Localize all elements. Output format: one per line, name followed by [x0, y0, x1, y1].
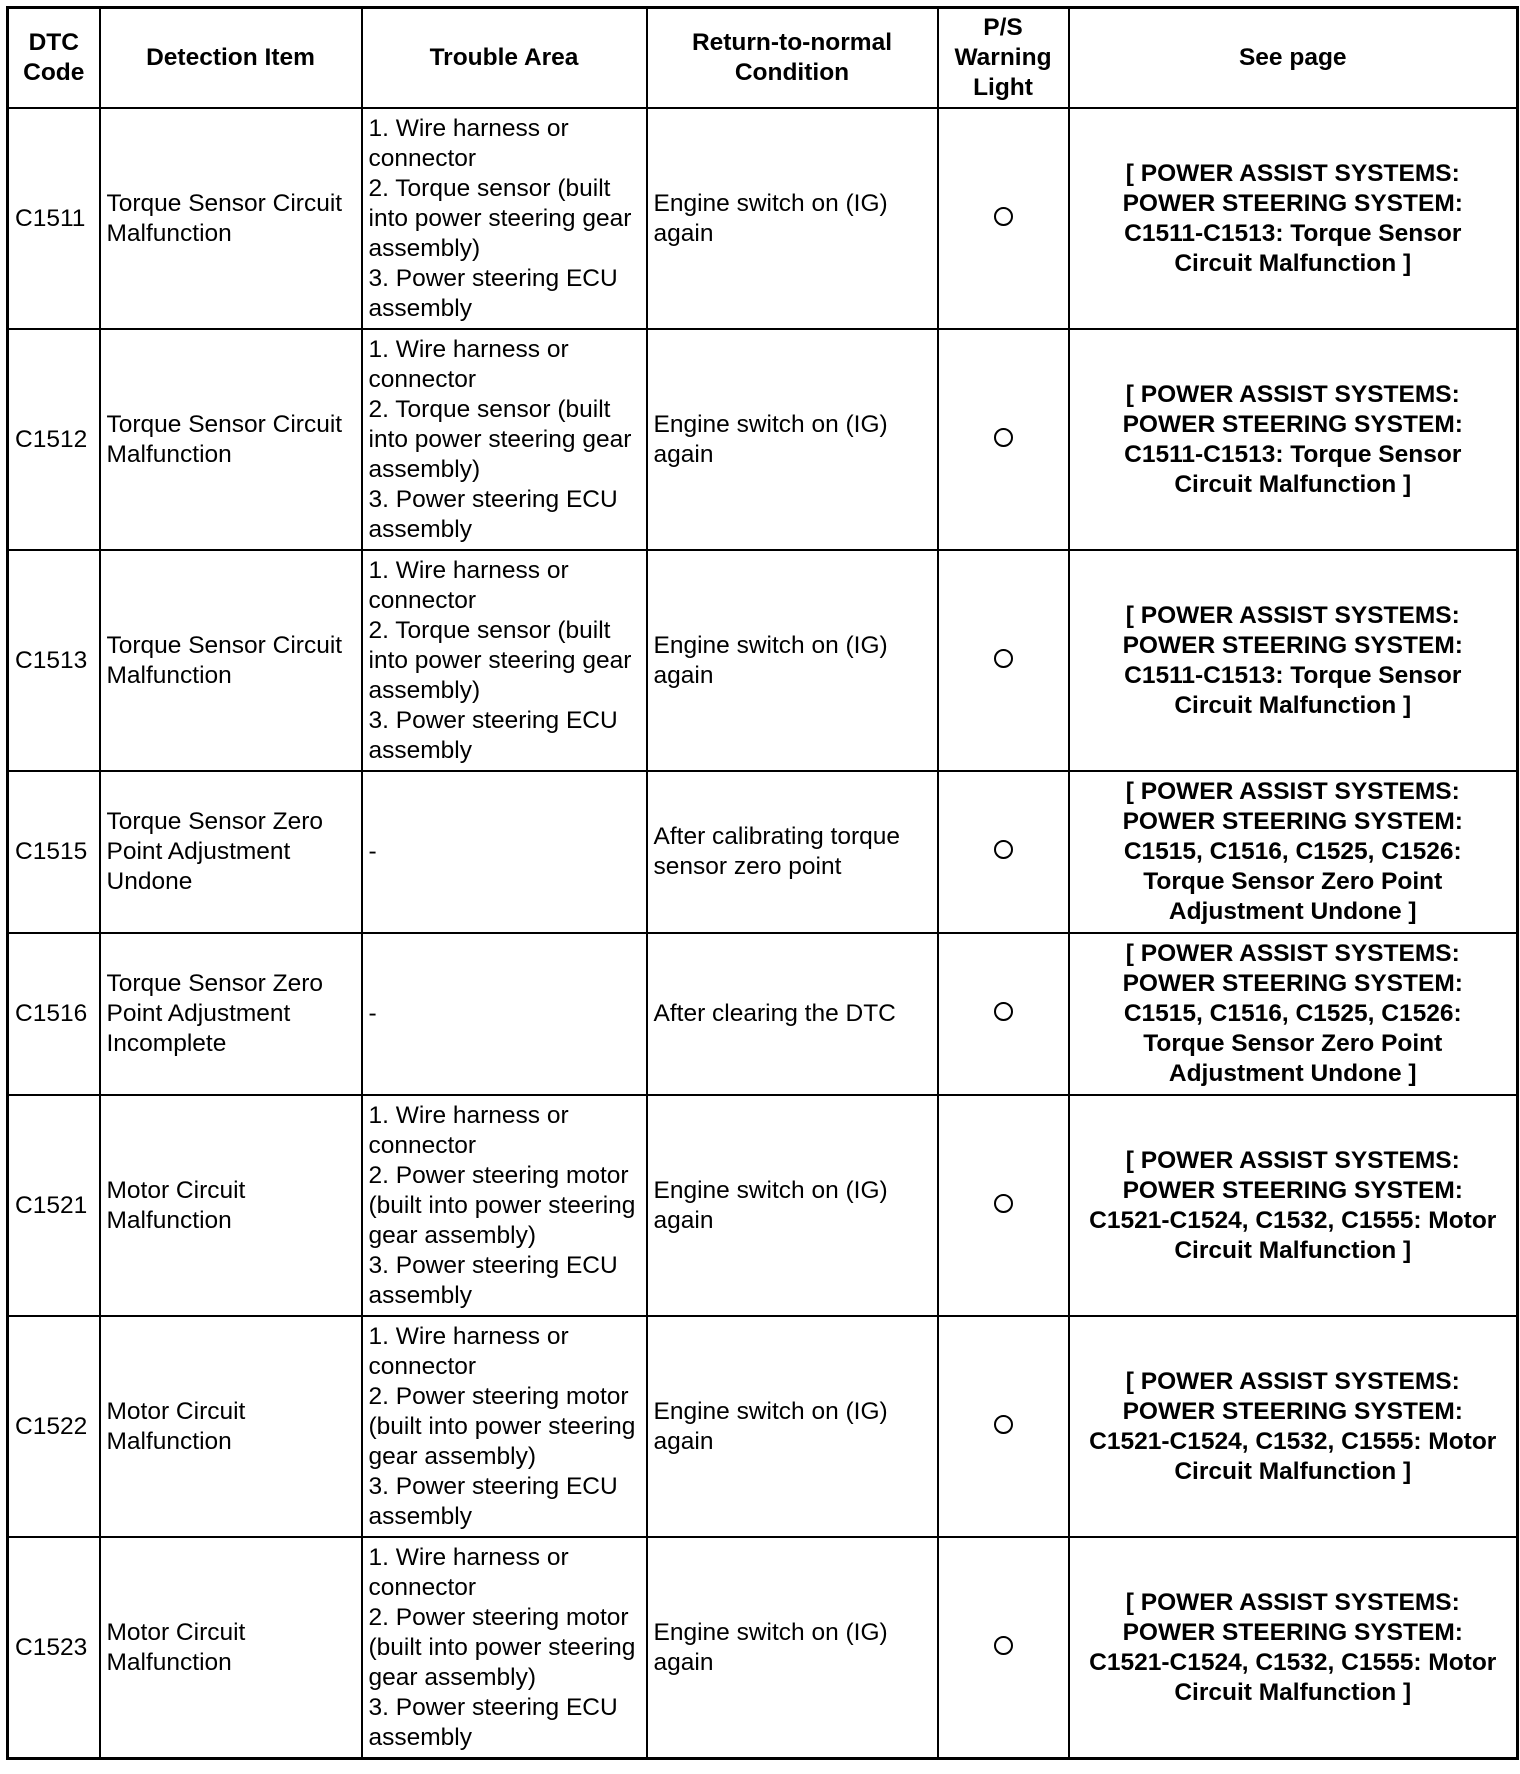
- dtc-code-cell: [8, 933, 100, 1095]
- see-page-text: [ POWER ASSIST SYSTEMS: POWER STEERING SYSTEM: C1511-C1513: Torque Sensor Circuit Malfunction ]: [1122, 380, 1463, 498]
- see-page-text: [ POWER ASSIST SYSTEMS: POWER STEERING SYSTEM: C1515, C1516, C1525, C1526: Torque Sensor Zero Point Adjustment Undone ]: [1122, 778, 1463, 925]
- dtc-code-cell: [8, 1537, 100, 1759]
- see-page-text: [ POWER ASSIST SYSTEMS: POWER STEERING SYSTEM: C1521-C1524, C1532, C1555: Motor Circuit Malfunction ]: [1089, 1146, 1497, 1264]
- dtc-code-text: C1511: [15, 204, 86, 232]
- detection-item-text: Torque Sensor Circuit Malfunction: [106, 410, 343, 468]
- detection-item-text: Torque Sensor Zero Point Adjustment Undone: [106, 808, 324, 895]
- trouble-area-cell: [362, 550, 647, 771]
- return-condition-text: After calibrating torque sensor zero point: [653, 823, 900, 880]
- detection-item-text: Motor Circuit Malfunction: [106, 1618, 246, 1676]
- trouble-area-cell: [362, 771, 647, 933]
- trouble-area-cell: [362, 1537, 647, 1759]
- trouble-area-cell: [362, 1095, 647, 1316]
- trouble-area-text: 1. Wire harness or connector 2. Power steering motor (built into power steering gear assembly) 3. Power steering ECU assembly: [368, 1322, 636, 1530]
- trouble-area-text: 1. Wire harness or connector 2. Torque sensor (built into power steering gear assembly) 3. Power steering ECU assembly: [368, 335, 632, 543]
- warning-light-on-icon: [994, 1415, 1013, 1434]
- see-page-text: [ POWER ASSIST SYSTEMS: POWER STEERING SYSTEM: C1511-C1513: Torque Sensor Circuit Malfunction ]: [1122, 601, 1463, 719]
- see-page-text: [ POWER ASSIST SYSTEMS: POWER STEERING SYSTEM: C1521-C1524, C1532, C1555: Motor Circuit Malfunction ]: [1089, 1367, 1497, 1485]
- detection-item-cell: [100, 1095, 362, 1316]
- dtc-code-text: C1512: [15, 425, 88, 453]
- return-condition-text: Engine switch on (IG) again: [653, 1397, 888, 1455]
- header-return-condition-text: Return-to-normal Condition: [691, 29, 893, 86]
- detection-item-cell: [100, 1537, 362, 1759]
- header-trouble-area: [362, 8, 647, 109]
- return-condition-text: Engine switch on (IG) again: [653, 1176, 888, 1234]
- warning-light-on-icon: [994, 428, 1013, 447]
- see-page-text: [ POWER ASSIST SYSTEMS: POWER STEERING SYSTEM: C1511-C1513: Torque Sensor Circuit Malfunction ]: [1122, 159, 1463, 277]
- header-see-page: [1069, 8, 1518, 109]
- see-page-text: [ POWER ASSIST SYSTEMS: POWER STEERING SYSTEM: C1521-C1524, C1532, C1555: Motor Circuit Malfunction ]: [1089, 1588, 1497, 1706]
- table-row: [8, 1316, 1518, 1537]
- see-page-cell: [1069, 1316, 1518, 1537]
- table-row: [8, 550, 1518, 771]
- trouble-area-text: -: [368, 838, 377, 865]
- warning-light-cell: [938, 933, 1069, 1095]
- detection-item-cell: [100, 933, 362, 1095]
- header-dtc-code: [8, 8, 100, 109]
- return-condition-cell: [647, 550, 938, 771]
- trouble-area-cell: [362, 329, 647, 550]
- warning-light-on-icon: [994, 649, 1013, 668]
- header-warning-light-text: P/S Warning Light: [954, 14, 1052, 101]
- warning-light-on-icon: [994, 1002, 1013, 1021]
- see-page-cell: [1069, 108, 1518, 329]
- return-condition-text: Engine switch on (IG) again: [653, 631, 888, 689]
- dtc-code-text: C1513: [15, 646, 88, 674]
- warning-light-cell: [938, 1316, 1069, 1537]
- dtc-code-text: C1516: [15, 1000, 88, 1027]
- return-condition-text: Engine switch on (IG) again: [653, 410, 888, 468]
- see-page-cell: [1069, 933, 1518, 1095]
- detection-item-cell: [100, 550, 362, 771]
- warning-light-on-icon: [994, 207, 1013, 226]
- warning-light-cell: [938, 329, 1069, 550]
- see-page-cell: [1069, 1095, 1518, 1316]
- header-dtc-code-text: DTC Code: [23, 29, 85, 86]
- see-page-cell: [1069, 1537, 1518, 1759]
- return-condition-text: After clearing the DTC: [653, 1000, 896, 1027]
- detection-item-text: Torque Sensor Circuit Malfunction: [106, 189, 343, 247]
- dtc-code-text: C1515: [15, 838, 88, 865]
- return-condition-text: Engine switch on (IG) again: [653, 1618, 888, 1676]
- return-condition-cell: [647, 933, 938, 1095]
- dtc-code-text: C1522: [15, 1412, 88, 1440]
- detection-item-cell: [100, 1316, 362, 1537]
- warning-light-cell: [938, 550, 1069, 771]
- detection-item-cell: [100, 771, 362, 933]
- detection-item-text: Torque Sensor Zero Point Adjustment Incomplete: [106, 970, 324, 1057]
- header-trouble-area-text: Trouble Area: [429, 44, 579, 71]
- header-warning-light: [938, 8, 1069, 109]
- table-header: [8, 8, 1518, 109]
- detection-item-text: Motor Circuit Malfunction: [106, 1397, 246, 1455]
- return-condition-cell: [647, 329, 938, 550]
- dtc-code-cell: [8, 108, 100, 329]
- warning-light-cell: [938, 1537, 1069, 1759]
- table-row: [8, 108, 1518, 329]
- table-body: [8, 108, 1518, 1759]
- table-row: [8, 933, 1518, 1095]
- trouble-area-cell: [362, 108, 647, 329]
- see-page-cell: [1069, 771, 1518, 933]
- table-row: [8, 771, 1518, 933]
- return-condition-cell: [647, 1316, 938, 1537]
- return-condition-cell: [647, 771, 938, 933]
- return-condition-cell: [647, 108, 938, 329]
- dtc-code-text: C1521: [15, 1191, 88, 1219]
- warning-light-on-icon: [994, 1194, 1013, 1213]
- dtc-code-text: C1523: [15, 1633, 88, 1661]
- header-detection-item-text: Detection Item: [146, 44, 315, 71]
- dtc-code-cell: [8, 329, 100, 550]
- header-see-page-text: See page: [1238, 44, 1347, 71]
- trouble-area-text: 1. Wire harness or connector 2. Power steering motor (built into power steering gear assembly) 3. Power steering ECU assembly: [368, 1543, 636, 1751]
- detection-item-text: Motor Circuit Malfunction: [106, 1176, 246, 1234]
- detection-item-cell: [100, 329, 362, 550]
- header-detection-item: [100, 8, 362, 109]
- warning-light-on-icon: [994, 1636, 1013, 1655]
- header-row: [8, 8, 1518, 109]
- dtc-code-cell: [8, 1316, 100, 1537]
- trouble-area-cell: [362, 1316, 647, 1537]
- table-row: [8, 329, 1518, 550]
- trouble-area-text: 1. Wire harness or connector 2. Torque sensor (built into power steering gear assembly) 3. Power steering ECU assembly: [368, 114, 632, 322]
- trouble-area-text: -: [368, 1000, 377, 1027]
- table-row: [8, 1537, 1518, 1759]
- table-row: [8, 1095, 1518, 1316]
- warning-light-cell: [938, 1095, 1069, 1316]
- see-page-text: [ POWER ASSIST SYSTEMS: POWER STEERING SYSTEM: C1515, C1516, C1525, C1526: Torque Sensor Zero Point Adjustment Undone ]: [1122, 940, 1463, 1087]
- detection-item-text: Torque Sensor Circuit Malfunction: [106, 631, 343, 689]
- detection-item-cell: [100, 108, 362, 329]
- dtc-code-cell: [8, 1095, 100, 1316]
- see-page-cell: [1069, 329, 1518, 550]
- dtc-table: [6, 6, 1519, 1760]
- return-condition-cell: [647, 1095, 938, 1316]
- dtc-code-cell: [8, 550, 100, 771]
- see-page-cell: [1069, 550, 1518, 771]
- warning-light-on-icon: [994, 840, 1013, 859]
- warning-light-cell: [938, 771, 1069, 933]
- return-condition-text: Engine switch on (IG) again: [653, 189, 888, 247]
- return-condition-cell: [647, 1537, 938, 1759]
- trouble-area-text: 1. Wire harness or connector 2. Power steering motor (built into power steering gear assembly) 3. Power steering ECU assembly: [368, 1101, 636, 1309]
- trouble-area-cell: [362, 933, 647, 1095]
- trouble-area-text: 1. Wire harness or connector 2. Torque sensor (built into power steering gear assembly) 3. Power steering ECU assembly: [368, 556, 632, 764]
- dtc-code-cell: [8, 771, 100, 933]
- header-return-condition: [647, 8, 938, 109]
- warning-light-cell: [938, 108, 1069, 329]
